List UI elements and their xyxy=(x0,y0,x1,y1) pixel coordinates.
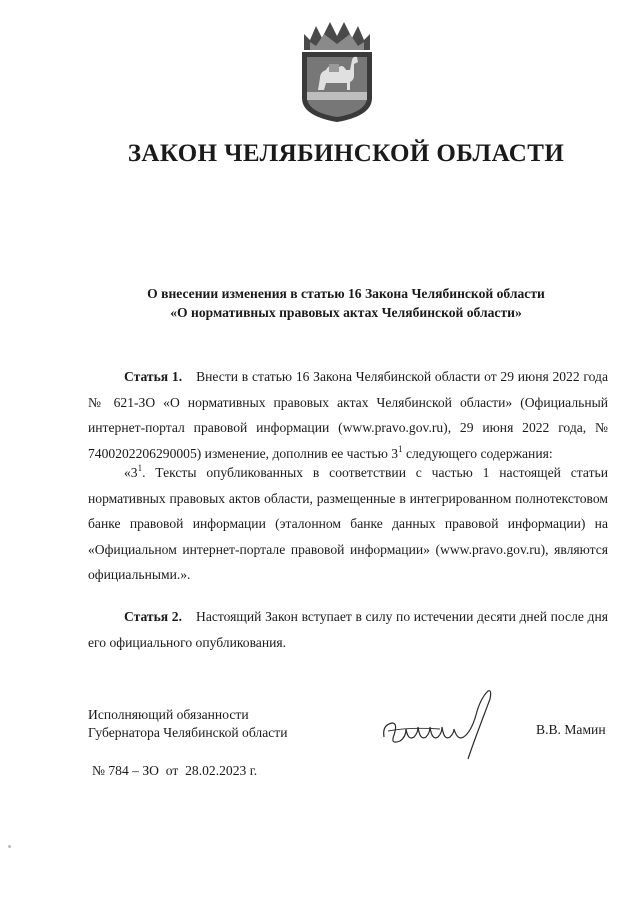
article-1-sup: 1 xyxy=(398,443,403,454)
subtitle-line-1: О внесении изменения в статью 16 Закона Челябинской области xyxy=(147,286,545,301)
signatory-name: В.В. Мамин xyxy=(536,722,606,737)
law-number: № 784 – ЗО от 28.02.2023 г. xyxy=(92,763,258,778)
position-line-2: Губернатора Челябинской области xyxy=(88,725,288,740)
subtitle-line-2: «О нормативных правовых актах Челябинской области» xyxy=(170,305,522,320)
quote-sup: 1 xyxy=(137,463,143,473)
position-line-1: Исполняющий обязанности xyxy=(88,707,249,722)
article-2-text: Настоящий Закон вступает в силу по истечении десяти дней после дня его официального опубликования. xyxy=(88,609,608,650)
article-1-label: Статья 1. xyxy=(124,369,183,384)
article-1-text-end: следующего содержания: xyxy=(402,445,553,461)
article-2-label: Статья 2. xyxy=(124,609,182,624)
article-1-text: Внести в статью 16 Закона Челябинской области от 29 июня 2022 года № 621-ЗО «О нормативных правовых актах Челябинской области» (Официальный интернет-портал правовой информации (www.pravo.gov.ru), 29 июня 2022 года, № 7400202206290005) изменение, дополнив ее частью 3 xyxy=(88,369,608,461)
article-1-quote xyxy=(88,460,608,588)
document-subtitle xyxy=(120,284,572,322)
coat-of-arms-icon xyxy=(296,20,378,124)
quote-start: «3 xyxy=(124,465,138,480)
article-1 xyxy=(88,364,608,466)
scan-dot xyxy=(8,845,11,848)
quote-text: . Тексты опубликованных в соответствии с частью 1 настоящей статьи нормативных правовых актов области, размещенные в интегрированном полнотекстовом банке правовой информации (эталонном банке данных правовой информации) на «Официальном интернет-портале правовой информации» (www.pravo.gov.ru), являются официальными.». xyxy=(88,465,608,582)
page-title: ЗАКОН ЧЕЛЯБИНСКОЙ ОБЛАСТИ xyxy=(127,140,565,167)
handwritten-signature-icon xyxy=(380,685,500,765)
signatory-position xyxy=(88,706,288,742)
article-2 xyxy=(88,604,608,655)
